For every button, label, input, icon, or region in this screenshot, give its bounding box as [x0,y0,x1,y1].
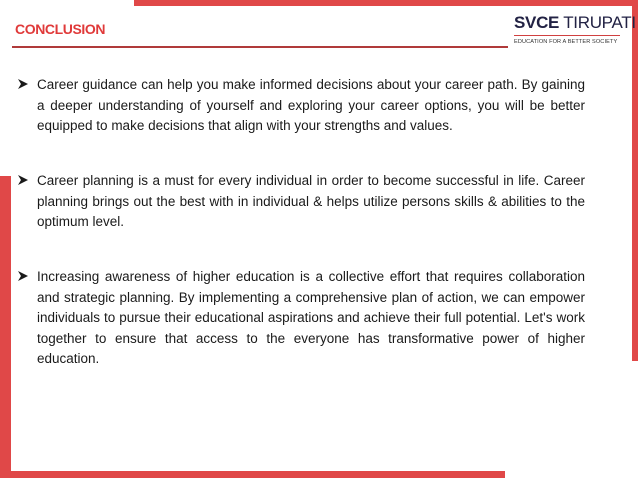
bullet-text: Career guidance can help you make informed decisions about your career path. By gaining a deeper understanding of yourself and exploring your career options, you will be better equipped to make decisions that align with your strengths and values. [37,77,585,133]
arrow-bullet-icon [17,270,29,282]
arrow-bullet-icon [17,78,29,90]
logo-wordmark [514,13,636,32]
bullet-item [17,75,585,137]
bullet-text: Career planning is a must for every individual in order to become successful in life. Career planning brings out the best with in individual & helps utilize persons skills & abilities to the optimum level. [37,173,585,229]
logo-tagline: EDUCATION FOR A BETTER SOCIETY [514,39,618,45]
logo-brand-bold: SVCE [514,13,560,32]
bottom-accent-bar [11,471,505,478]
bullet-item [17,267,585,370]
logo-brand-light: TIRUPATI [563,13,636,32]
bullet-item [17,171,585,233]
arrow-bullet-icon [17,174,29,186]
right-accent-bar [632,6,638,361]
header-divider [12,46,508,48]
svce-logo [514,13,636,50]
bullet-text: Increasing awareness of higher education is a collective effort that requires collaboration and strategic planning. By implementing a comprehensive plan of action, we can empower individuals to pursue their educational aspirations and achieve their full potential. Let's work together to ensure that access to the everyone has transformative power of higher education. [37,269,585,366]
logo-divider [514,35,620,36]
top-accent-bar [134,0,638,6]
left-accent-bar [0,176,11,478]
slide-title: CONCLUSION [15,21,106,37]
